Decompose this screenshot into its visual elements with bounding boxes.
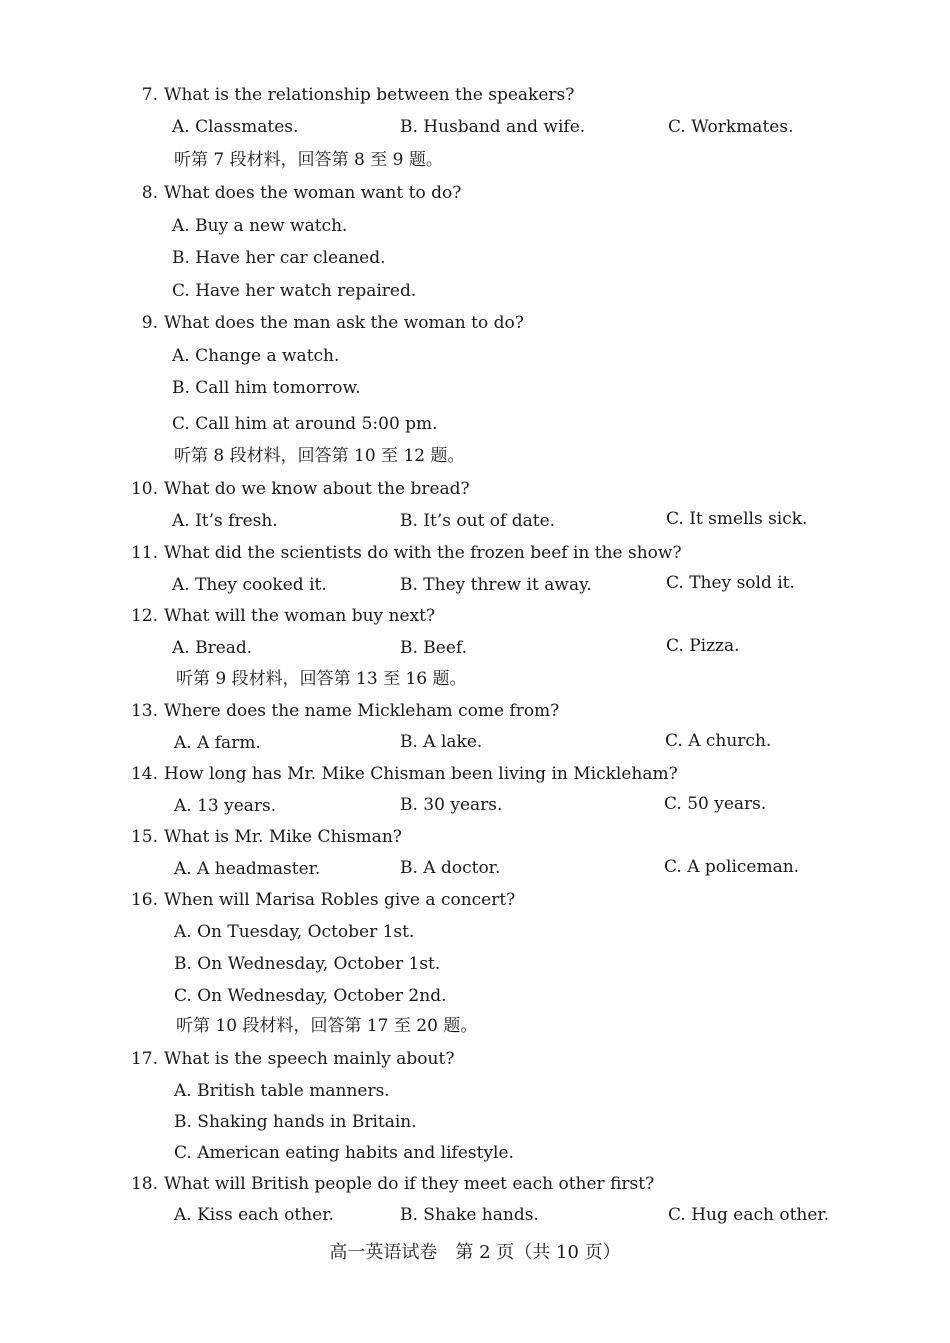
- question-number: 8.: [141, 183, 158, 203]
- question-number: 9.: [141, 313, 158, 333]
- option-b: B. They threw it away.: [400, 575, 592, 595]
- question-text: What does the woman want to do?: [164, 183, 462, 203]
- option-b: B. Shaking hands in Britain.: [174, 1112, 417, 1132]
- question-16: [124, 890, 515, 910]
- question-number: 18.: [130, 1174, 158, 1194]
- question-number: 16.: [130, 890, 158, 910]
- option-b: B. Beef.: [400, 638, 468, 658]
- section-heading-8: 听第 8 段材料，回答第 10 至 12 题。: [174, 446, 465, 466]
- question-number: 17.: [130, 1049, 158, 1069]
- question-15: [124, 827, 402, 847]
- section-heading-7: 听第 7 段材料，回答第 8 至 9 题。: [174, 150, 443, 170]
- question-13: [124, 701, 559, 721]
- option-c: C. Pizza.: [666, 636, 740, 656]
- question-text: What is the relationship between the speakers?: [164, 85, 575, 105]
- option-b: B. A doctor.: [400, 858, 501, 878]
- page-footer: 高一英语试卷 第 2 页（共 10 页）: [329, 1242, 621, 1263]
- option-c: C. Workmates.: [668, 117, 794, 137]
- section-heading-9: 听第 9 段材料，回答第 13 至 16 题。: [176, 669, 467, 689]
- question-10: [124, 479, 470, 499]
- option-a: A. On Tuesday, October 1st.: [174, 922, 415, 942]
- question-text: What will the woman buy next?: [164, 606, 436, 626]
- option-c: C. It smells sick.: [666, 509, 808, 529]
- question-text: What will British people do if they meet each other first?: [164, 1174, 655, 1194]
- question-17: [124, 1049, 454, 1069]
- option-a: A. 13 years.: [174, 796, 277, 816]
- option-a: A. A headmaster.: [174, 859, 321, 879]
- question-number: 7.: [141, 85, 158, 105]
- option-c: C. On Wednesday, October 2nd.: [174, 986, 447, 1006]
- option-a: A. It’s fresh.: [172, 511, 278, 531]
- question-text: What is Mr. Mike Chisman?: [164, 827, 402, 847]
- option-c: C. Have her watch repaired.: [172, 281, 417, 301]
- question-number: 10.: [130, 479, 158, 499]
- question-8: [124, 183, 461, 203]
- option-b: B. Call him tomorrow.: [172, 378, 361, 398]
- option-b: B. It’s out of date.: [400, 511, 556, 531]
- option-a: A. Change a watch.: [172, 346, 340, 366]
- question-number: 13.: [130, 701, 158, 721]
- option-c: C. American eating habits and lifestyle.: [174, 1143, 514, 1163]
- question-11: [124, 543, 682, 563]
- option-a: A. British table manners.: [174, 1081, 390, 1101]
- option-c: C. Call him at around 5:00 pm.: [172, 414, 438, 434]
- question-text: What is the speech mainly about?: [164, 1049, 455, 1069]
- question-number: 15.: [130, 827, 158, 847]
- option-a: A. Classmates.: [172, 117, 299, 137]
- option-c: C. 50 years.: [664, 794, 767, 814]
- option-b: B. A lake.: [400, 732, 483, 752]
- option-a: A. They cooked it.: [172, 575, 327, 595]
- option-a: A. A farm.: [174, 733, 261, 753]
- option-b: B. Have her car cleaned.: [172, 248, 386, 268]
- option-c: C. They sold it.: [666, 573, 795, 593]
- question-number: 11.: [130, 543, 158, 563]
- section-heading-10: 听第 10 段材料，回答第 17 至 20 题。: [176, 1016, 478, 1036]
- question-text: What does the man ask the woman to do?: [164, 313, 524, 333]
- option-b: B. Shake hands.: [400, 1205, 539, 1225]
- option-a: A. Kiss each other.: [174, 1205, 334, 1225]
- question-text: How long has Mr. Mike Chisman been living in Mickleham?: [164, 764, 678, 784]
- option-c: C. Hug each other.: [668, 1205, 830, 1225]
- question-12: [124, 606, 435, 626]
- option-b: B. 30 years.: [400, 795, 503, 815]
- option-a: A. Bread.: [172, 638, 253, 658]
- option-a: A. Buy a new watch.: [172, 216, 348, 236]
- question-text: What do we know about the bread?: [164, 479, 470, 499]
- question-7: [124, 85, 574, 105]
- option-b: B. Husband and wife.: [400, 117, 586, 137]
- question-text: What did the scientists do with the frozen beef in the show?: [164, 543, 682, 563]
- question-text: When will Marisa Robles give a concert?: [164, 890, 516, 910]
- option-b: B. On Wednesday, October 1st.: [174, 954, 441, 974]
- question-18: [124, 1174, 654, 1194]
- question-9: [124, 313, 524, 333]
- question-number: 14.: [130, 764, 158, 784]
- option-c: C. A church.: [665, 731, 772, 751]
- question-14: [124, 764, 678, 784]
- option-c: C. A policeman.: [664, 857, 800, 877]
- question-text: Where does the name Mickleham come from?: [164, 701, 560, 721]
- question-number: 12.: [130, 606, 158, 626]
